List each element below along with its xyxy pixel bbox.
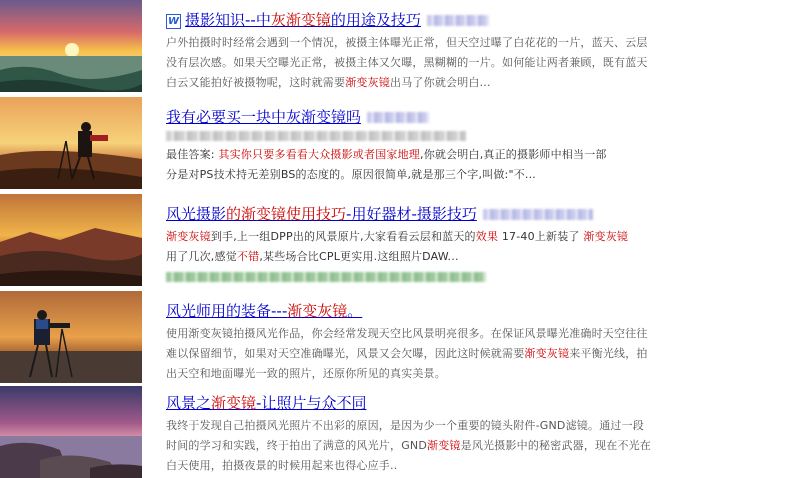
word-doc-icon: W bbox=[167, 16, 180, 27]
result-thumbnail[interactable] bbox=[0, 0, 142, 92]
result-item bbox=[0, 291, 790, 383]
blurred-source bbox=[367, 112, 429, 123]
title-text: 摄影知识--中 bbox=[185, 11, 271, 29]
result-item bbox=[0, 97, 790, 189]
title-text: 风光摄影 bbox=[166, 205, 227, 223]
title-text: 的用途及技巧 bbox=[330, 11, 421, 29]
result-thumbnail[interactable] bbox=[0, 97, 142, 189]
title-text: 我有必要买一块中灰渐变镜吗 bbox=[166, 108, 362, 126]
result-snippet: 户外拍摄时时经常会遇到一个情况，被摄主体曝光正常，但天空过曝了白花花的一片，蓝天、云层 没有层次感。如果天空曝光正常，被摄主体又欠曝，黑糊糊的一片。如何能让两者兼顾，既有蓝天 白云又能拍好被摄物呢，这时就需要渐变灰镜出马了你就会明白... bbox=[166, 36, 648, 89]
result-snippet: 最佳答案: 其实你只要多看看大众摄影或者国家地理,你就会明白,真正的摄影师中相当一部 分是对PS技术持无差别BS的态度的。原因很简单,就是那三个字,叫做:"不... bbox=[166, 148, 607, 181]
result-item bbox=[0, 194, 790, 286]
title-highlight: 渐变镜 bbox=[211, 394, 257, 412]
title-text: 风光师用的装备--- bbox=[166, 302, 288, 320]
result-title-link[interactable] bbox=[166, 108, 786, 127]
result-title-link[interactable] bbox=[166, 11, 786, 30]
title-highlight: 的渐变镜使用技巧 bbox=[226, 205, 347, 223]
result-title-link[interactable] bbox=[166, 302, 786, 321]
blurred-source bbox=[483, 209, 593, 220]
title-highlight: 灰渐变镜 bbox=[270, 11, 331, 29]
title-text: 。 bbox=[347, 302, 363, 320]
result-item bbox=[0, 0, 790, 92]
result-title-link[interactable] bbox=[166, 394, 786, 413]
title-highlight: 渐变灰镜 bbox=[287, 302, 348, 320]
result-thumbnail[interactable] bbox=[0, 291, 142, 383]
blurred-source bbox=[427, 15, 489, 26]
title-text: -用好器材-摄影技巧 bbox=[346, 205, 477, 223]
result-item bbox=[0, 386, 790, 478]
blurred-url bbox=[166, 272, 486, 282]
result-title-link[interactable] bbox=[166, 205, 786, 224]
result-snippet: 渐变灰镜到手,上一组DPP出的风景原片,大家看看云层和蓝天的效果 17-40上新装了 渐变灰镜 用了几次,感觉不错,某些场合比CPL更实用.这组照片DAW... bbox=[166, 230, 629, 263]
title-text: -让照片与众不同 bbox=[256, 394, 367, 412]
result-thumbnail[interactable] bbox=[0, 386, 142, 478]
result-thumbnail[interactable] bbox=[0, 194, 142, 286]
result-snippet: 使用渐变灰镜拍摄风光作品，你会经常发现天空比风景明亮很多。在保证风景曝光准确时天空往往 难以保留细节，如果对天空准确曝光，风景又会欠曝，因此这时候就需要渐变灰镜来平衡光线，拍 出天空和地面曝光一致的照片，还原你所见的真实美景。 bbox=[166, 327, 648, 380]
title-text: 风景之 bbox=[166, 394, 212, 412]
result-snippet: 我终于发现自己拍摄风光照片不出彩的原因，是因为少一个重要的镜头附件-GND滤镜。通过一段 时间的学习和实践，终于拍出了满意的风光片，GND渐变镜是风光摄影中的秘密武器，现在不光在 白天使用，拍摄夜景的时候用起来也得心应手.. bbox=[166, 419, 652, 472]
blurred-meta bbox=[166, 131, 466, 141]
